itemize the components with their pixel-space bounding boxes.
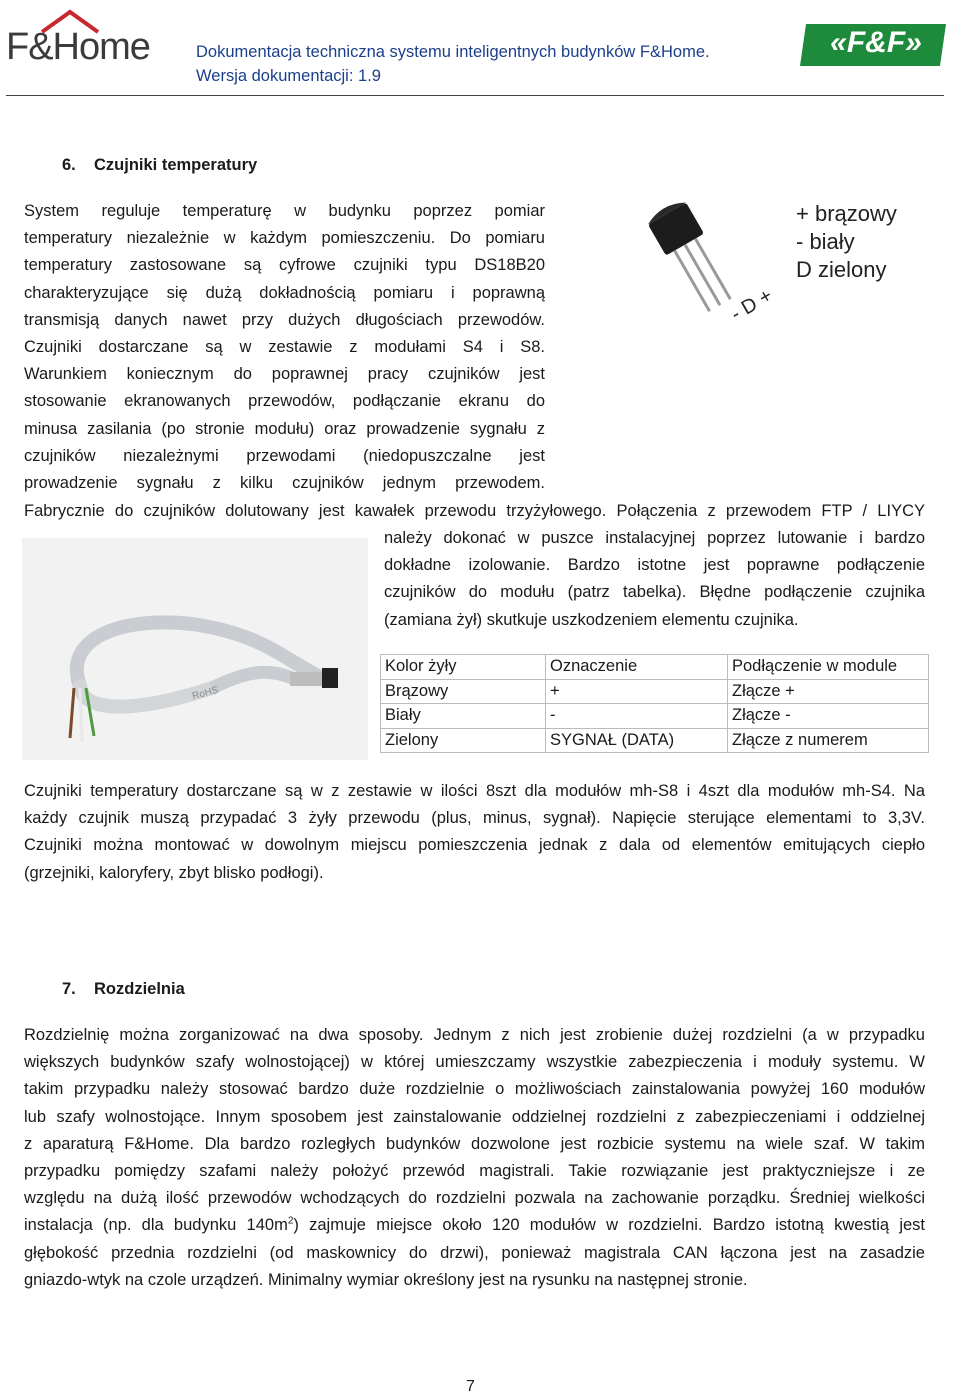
- p1-line: stosowanie ekranowanych przewodów, podłączanie ekranu do: [24, 392, 545, 411]
- p7-line-end: ) zajmuje miejsce około 120 modułów w rozdzielni. Bardzo istotną kwestią jest: [293, 1216, 926, 1235]
- p2-line: Fabrycznie do czujników dolutowany jest kawałek przewodu trzyżyłowego. Połączenia z przewodem FTP / LIYCY: [24, 502, 925, 520]
- table-cell: +: [546, 679, 728, 704]
- p7-line: z aparaturą F&Home. Dla bardzo rozległych budynków dozwolone jest rozbicie systemu na wiele szaf. W takim: [24, 1134, 925, 1153]
- p7-line: przypadku pomiędzy szafami należy położyć przewód magistrali. Takie rozwiązanie jest praktyczniejsze i ze: [24, 1162, 925, 1181]
- section-6-paragraph-2-first-line: [24, 498, 925, 525]
- p1-line: Czujniki dostarczane są w zestawie z modułami S4 i S8.: [24, 338, 545, 357]
- p7-line: gniazdo-wtyk na czole urządzeń. Minimalny wymiar określony jest na rysunku na następnej stronie.: [24, 1270, 748, 1289]
- table-row: [381, 728, 929, 753]
- p1-line: charakteryzujące się dużą dokładnością pomiaru i poprawną: [24, 283, 545, 302]
- cable-illustration: [22, 538, 368, 760]
- sensor-diagram: [640, 196, 930, 336]
- table-cell: -: [546, 704, 728, 729]
- wire-color-table: [380, 654, 929, 753]
- p1-line: prowadzenie sygnału z kilku czujników jednym przewodem.: [24, 474, 545, 493]
- table-cell: Złącze +: [728, 679, 929, 704]
- p1-line: czujników niezależnymi przewodami (niedopuszczalne jest: [24, 446, 545, 465]
- p1-line: temperatury zastosowane są cyfrowe czujniki typu DS18B20: [24, 256, 545, 275]
- p7-line: głębokość przednia rozdzielni (od maskownicy do drzwi), ponieważ magistrala CAN łączona jest na zasadzie: [24, 1243, 925, 1262]
- p2-line: dokładne izolowanie. Bardzo istotne jest poprawne podłączenie: [384, 556, 925, 575]
- page-number: 7: [466, 1378, 475, 1395]
- section-6-paragraph-3: [24, 778, 925, 887]
- p3-line: (grzejniki, kaloryfery, zbyt blisko podłogi).: [24, 863, 324, 882]
- p7-line-start: instalacja (np. dla budynku 140m: [24, 1216, 288, 1235]
- table-header-cell: Podłączenie w module: [728, 655, 929, 680]
- document-title: [196, 40, 710, 88]
- legend-minus: - biały: [796, 229, 855, 254]
- p1-line: minusa zasilania (po stronie modułu) oraz prowadzenie sygnału z: [24, 419, 545, 438]
- section-6-heading: Czujniki temperatury: [94, 156, 258, 174]
- section-7-heading: Rozdzielnia: [94, 980, 185, 998]
- p7-line: [24, 1212, 925, 1239]
- table-header-cell: Oznaczenie: [546, 655, 728, 680]
- p7-line: Rozdzielnię można zorganizować na dwa sposoby. Jednym z nich jest zrobienie dużej rozdzielni (a w przypadku: [24, 1026, 925, 1044]
- section-7-paragraph: [24, 1022, 925, 1294]
- table-row: [381, 679, 929, 704]
- title-line-2: Wersja dokumentacji: 1.9: [196, 67, 381, 85]
- section-6-number: 6.: [62, 156, 76, 174]
- table-cell: Biały: [381, 704, 546, 729]
- legend-data: D zielony: [796, 257, 887, 282]
- section-6-paragraph-1: [24, 198, 545, 497]
- legend-plus: + brązowy: [796, 201, 897, 226]
- cable-print-rohs: RoHS: [191, 684, 220, 703]
- ds18b20-sensor-icon: [640, 196, 800, 336]
- table-row: [381, 704, 929, 729]
- table-cell: Złącze z numerem: [728, 728, 929, 753]
- table-cell: SYGNAŁ (DATA): [546, 728, 728, 753]
- p2-line: czujników do modułu (patrz tabelka). Błędne podłączenie czujnika: [384, 583, 925, 602]
- section-7-number: 7.: [62, 980, 76, 998]
- header-divider: [6, 95, 944, 96]
- sensor-cable-photo: [22, 538, 368, 760]
- p3-line: każdy czujnik muszą przypadać 3 żyły przewodu (plus, minus, sygnał). Napięcie sterujące elementami to 3,3V.: [24, 809, 925, 828]
- title-line-1: Dokumentacja techniczna systemu inteligentnych budynków F&Home.: [196, 43, 710, 61]
- logo-text: F&Home: [6, 26, 150, 68]
- ff-logo: [800, 20, 950, 70]
- p7-line: lub szafy wolnostojące. Innym sposobem jest zainstalowanie oddzielnej rozdzielni z zabezpieczeniami i oddzielnej: [24, 1107, 925, 1126]
- section-6-paragraph-2: [384, 525, 925, 634]
- table-cell: Zielony: [381, 728, 546, 753]
- table-header-cell: Kolor żyły: [381, 655, 546, 680]
- ff-logo-text: «F&F»: [830, 26, 922, 59]
- p7-line: względu na dużą ilość przewodów wchodzących do rozdzielni pozwala na zachowanie porządku. Średniej wielkości: [24, 1189, 925, 1208]
- p1-line: System reguluje temperaturę w budynku poprzez pomiar: [24, 202, 545, 220]
- p1-line: Warunkiem koniecznym do poprawnej pracy czujników jest: [24, 365, 545, 384]
- sensor-wire-legend: [796, 200, 897, 284]
- p3-line: Czujniki temperatury dostarczane są w z zestawie w ilości 8szt dla modułów mh-S8 i 4szt dla modułów mh-S4. Na: [24, 782, 925, 800]
- p1-line: temperatury niezależnie w każdym pomieszczeniu. Do pomiaru: [24, 229, 545, 248]
- p7-line: takim przypadku należy stosować bardzo duże rozdzielnie o możliwościach zainstalowania powyżej 160 modułów: [24, 1080, 925, 1099]
- fhome-logo: [6, 8, 166, 66]
- p1-line: transmisją danych nawet przy dużych długościach przewodów.: [24, 310, 545, 329]
- p2-line: (zamiana żył) skutkuje uszkodzeniem elementu czujnika.: [384, 610, 799, 629]
- table-cell: Złącze -: [728, 704, 929, 729]
- table-cell: Brązowy: [381, 679, 546, 704]
- superscript-2: 2: [287, 1215, 294, 1227]
- p2-line: należy dokonać w puszce instalacyjnej poprzez lutowanie i bardzo: [384, 529, 925, 547]
- p7-line: większych budynków szafy wolnostojącej) w której umieszczamy wszystkie zabezpieczenia i moduły systemu. W: [24, 1053, 925, 1072]
- p3-line: Czujniki można montować w dowolnym miejscu pomieszczenia jednak z dala od elementów emitujących ciepło: [24, 836, 925, 855]
- table-header-row: [381, 655, 929, 680]
- sensor-pin-labels: - D +: [727, 284, 777, 326]
